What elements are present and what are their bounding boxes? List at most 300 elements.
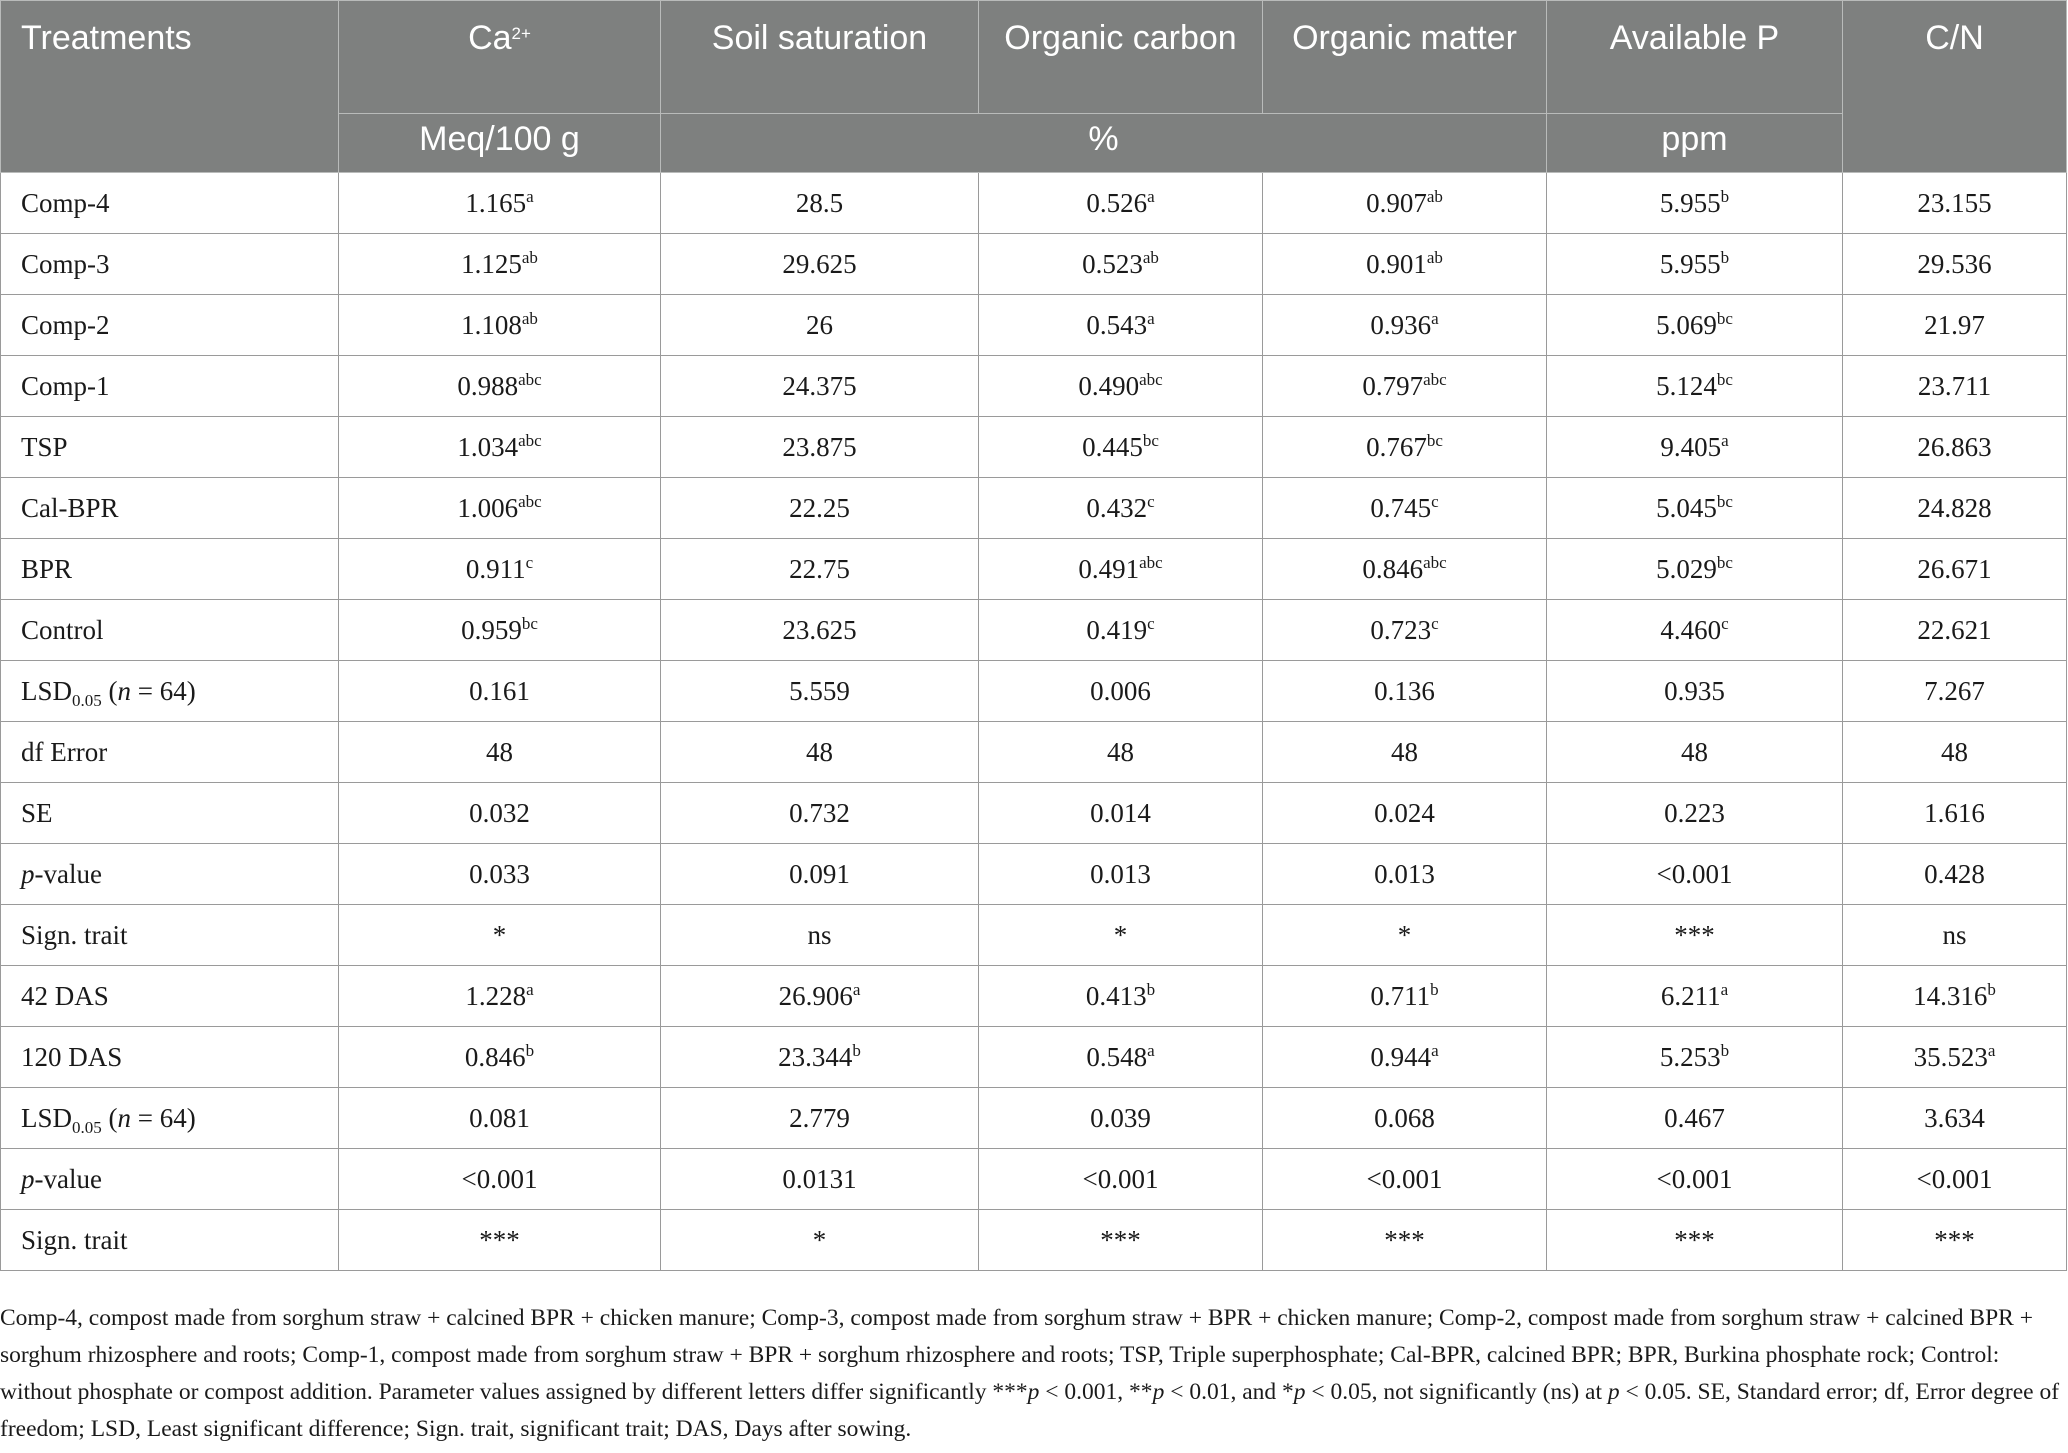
row-label-label-italic: n [117, 675, 132, 706]
table-row [1, 1210, 2067, 1271]
cell-organic-matter [1263, 600, 1547, 661]
row-label-label: Comp-4 [21, 187, 110, 218]
significance-letters: b [1720, 247, 1730, 267]
cell-cn [1843, 661, 2067, 722]
cell-value: 23.155 [1917, 187, 1992, 218]
cell-value: 0.911 [465, 553, 526, 584]
significance-letters: bc [1426, 430, 1443, 450]
header-available-p: Available P [1547, 1, 1843, 114]
row-label-label: Sign. trait [21, 919, 128, 950]
cell-value: 0.767 [1366, 431, 1427, 462]
cell-value: 5.124 [1656, 370, 1717, 401]
table-row [1, 234, 2067, 295]
cell-cn [1843, 295, 2067, 356]
cell-calcium [339, 1149, 661, 1210]
cell-organic-matter [1263, 356, 1547, 417]
footnote-part3: < 0.01, and * [1164, 1379, 1294, 1405]
cell-soil-saturation [661, 783, 979, 844]
cell-calcium [339, 356, 661, 417]
cell-organic-matter [1263, 417, 1547, 478]
cell-value: 0.428 [1924, 858, 1985, 889]
cell-organic-carbon [979, 722, 1263, 783]
row-label [1, 356, 339, 417]
cell-calcium [339, 600, 661, 661]
cell-value: 0.068 [1374, 1102, 1435, 1133]
footnote-p1: p [1027, 1379, 1040, 1405]
cell-organic-carbon [979, 1210, 1263, 1271]
row-label-label: Sign. trait [21, 1224, 128, 1255]
row-label-label: SE [21, 797, 53, 828]
cell-calcium [339, 1210, 661, 1271]
header-calcium [339, 1, 661, 114]
significance-letters: abc [1139, 552, 1163, 572]
cell-available-p [1547, 600, 1843, 661]
cell-soil-saturation [661, 905, 979, 966]
cell-soil-saturation [661, 295, 979, 356]
significance-letters: a [1721, 430, 1729, 450]
cell-value: 0.445 [1082, 431, 1143, 462]
significance-letters: b [852, 1040, 861, 1060]
row-label [1, 844, 339, 905]
unit-meq: Meq/100 g [339, 114, 661, 173]
cell-value: 0.039 [1090, 1102, 1151, 1133]
table-row [1, 1088, 2067, 1149]
row-label [1, 539, 339, 600]
cell-value: <0.001 [1082, 1163, 1159, 1194]
cell-value: 21.97 [1924, 309, 1985, 340]
cell-value: 24.375 [782, 370, 857, 401]
cell-calcium [339, 783, 661, 844]
cell-value: *** [1100, 1224, 1141, 1255]
cell-value: 2.779 [789, 1102, 850, 1133]
row-label-label: BPR [21, 553, 73, 584]
cell-value: 26.906 [778, 980, 853, 1011]
cell-cn [1843, 173, 2067, 234]
cell-value: 5.955 [1659, 248, 1721, 279]
footnote-part5: < 0.05. SE, Standard error; df, Error degree of freedom; LSD, Least significant difference; Sign. trait, significant trait; DAS, Days after sowing. [0, 1379, 2060, 1442]
cell-soil-saturation [661, 1149, 979, 1210]
significance-letters: b [525, 1040, 535, 1060]
cell-value: 23.344 [778, 1041, 853, 1072]
cell-organic-carbon [979, 417, 1263, 478]
significance-letters: a [1147, 308, 1155, 328]
cell-value: *** [1674, 919, 1715, 950]
cell-value: 14.316 [1913, 980, 1988, 1011]
cell-value: 0.0131 [782, 1163, 857, 1194]
table-row [1, 173, 2067, 234]
cell-value: 0.797 [1362, 370, 1424, 401]
cell-value: 0.548 [1086, 1041, 1148, 1072]
cell-calcium [339, 417, 661, 478]
cell-value: 0.091 [789, 858, 850, 889]
significance-letters: ab [521, 247, 538, 267]
significance-letters: a [1147, 186, 1155, 206]
header-cn: C/N [1843, 1, 2067, 173]
cell-organic-matter [1263, 783, 1547, 844]
significance-letters: a [1431, 308, 1439, 328]
cell-organic-matter [1263, 905, 1547, 966]
cell-value: 26.671 [1917, 553, 1992, 584]
significance-letters: bc [1716, 491, 1733, 511]
header-soil-saturation: Soil saturation [661, 1, 979, 114]
cell-soil-saturation [661, 1088, 979, 1149]
cell-value: 24.828 [1917, 492, 1992, 523]
cell-value: 1.006 [457, 492, 519, 523]
cell-value: 23.711 [1917, 370, 1992, 401]
row-label [1, 478, 339, 539]
cell-organic-carbon [979, 1149, 1263, 1210]
cell-organic-matter [1263, 1027, 1547, 1088]
cell-value: <0.001 [1656, 1163, 1733, 1194]
cell-value: 5.955 [1659, 187, 1721, 218]
cell-value: * [1113, 919, 1128, 950]
table-row [1, 783, 2067, 844]
cell-value: 0.959 [461, 614, 522, 645]
cell-value: 0.988 [457, 370, 519, 401]
table-row [1, 1027, 2067, 1088]
table-row [1, 905, 2067, 966]
cell-value: *** [1384, 1224, 1425, 1255]
significance-letters: ab [1426, 186, 1443, 206]
row-label [1, 234, 339, 295]
cell-cn [1843, 539, 2067, 600]
cell-calcium [339, 1088, 661, 1149]
cell-value: 0.223 [1664, 797, 1725, 828]
cell-value: 4.460 [1660, 614, 1722, 645]
cell-value: 0.745 [1370, 492, 1432, 523]
cell-value: 1.616 [1924, 797, 1985, 828]
cell-soil-saturation [661, 661, 979, 722]
cell-value: 0.526 [1086, 187, 1148, 218]
footnote-part1: Comp-4, compost made from sorghum straw + calcined BPR + chicken manure; Comp-3, compost made from sorghum straw + BPR + chicken manure; Comp-2, compost made from sorghum straw + calcined BPR + sorghum rhizosphere and roots; Comp-1, compost made from sorghum straw + BPR + sorghum rhizosphere and roots; TSP, Triple superphosphate; Cal-BPR, calcined BPR; BPR, Burkina phosphate rock; Control: without phosphate or compost addition. Parameter values assigned by different letters differ significantly *** [0, 1305, 2033, 1405]
header-calcium-base: Ca [468, 19, 512, 57]
cell-organic-carbon [979, 783, 1263, 844]
footnote-p2: p [1152, 1379, 1165, 1405]
cell-value: 5.069 [1656, 309, 1717, 340]
cell-available-p [1547, 478, 1843, 539]
cell-value: *** [1934, 1224, 1975, 1255]
cell-value: 0.432 [1086, 492, 1148, 523]
cell-calcium [339, 478, 661, 539]
cell-value: 5.029 [1656, 553, 1717, 584]
significance-letters: c [1431, 613, 1439, 633]
significance-letters: a [526, 186, 534, 206]
cell-value: <0.001 [1366, 1163, 1443, 1194]
row-label [1, 1088, 339, 1149]
cell-available-p [1547, 661, 1843, 722]
cell-available-p [1547, 1149, 1843, 1210]
cell-value: 22.25 [789, 492, 850, 523]
cell-organic-carbon [979, 844, 1263, 905]
cell-value: 3.634 [1924, 1102, 1985, 1133]
cell-available-p [1547, 1210, 1843, 1271]
row-label [1, 417, 339, 478]
row-label-label-sub: 0.05 [72, 690, 102, 710]
cell-cn [1843, 966, 2067, 1027]
footnote-part2: < 0.001, ** [1039, 1379, 1153, 1405]
cell-soil-saturation [661, 539, 979, 600]
row-label-label-pre: LSD [21, 675, 73, 706]
cell-organic-matter [1263, 234, 1547, 295]
cell-organic-matter [1263, 661, 1547, 722]
cell-value: 48 [1107, 736, 1134, 767]
cell-value: 48 [806, 736, 833, 767]
header-row [1, 1, 2067, 114]
row-label [1, 1027, 339, 1088]
cell-value: 0.711 [1370, 980, 1431, 1011]
significance-letters: bc [1716, 552, 1733, 572]
row-label-label: Comp-2 [21, 309, 110, 340]
significance-letters: ab [521, 308, 538, 328]
cell-soil-saturation [661, 1210, 979, 1271]
table-row [1, 844, 2067, 905]
row-label-label: Cal-BPR [21, 492, 119, 523]
cell-calcium [339, 722, 661, 783]
cell-value: * [812, 1224, 827, 1255]
cell-organic-matter [1263, 1149, 1547, 1210]
cell-organic-carbon [979, 1027, 1263, 1088]
cell-soil-saturation [661, 966, 979, 1027]
cell-value: 0.419 [1086, 614, 1148, 645]
cell-available-p [1547, 295, 1843, 356]
cell-value: <0.001 [1916, 1163, 1993, 1194]
cell-value: 23.875 [782, 431, 857, 462]
table-row [1, 722, 2067, 783]
row-label [1, 600, 339, 661]
cell-soil-saturation [661, 844, 979, 905]
cell-value: * [1397, 919, 1412, 950]
cell-organic-matter [1263, 539, 1547, 600]
cell-cn [1843, 478, 2067, 539]
header-calcium-sup: 2+ [511, 24, 531, 43]
header-organic-matter: Organic matter [1263, 1, 1547, 114]
table-row [1, 356, 2067, 417]
cell-value: 0.013 [1374, 858, 1435, 889]
cell-calcium [339, 661, 661, 722]
unit-percent: % [661, 114, 1547, 173]
cell-value: 1.165 [465, 187, 527, 218]
row-label [1, 173, 339, 234]
cell-organic-carbon [979, 173, 1263, 234]
row-label-label: 120 DAS [21, 1041, 123, 1072]
cell-cn [1843, 417, 2067, 478]
cell-organic-carbon [979, 661, 1263, 722]
cell-value: 0.467 [1664, 1102, 1725, 1133]
cell-value: 26.863 [1917, 431, 1992, 462]
significance-letters: a [1431, 1040, 1439, 1060]
cell-available-p [1547, 1027, 1843, 1088]
cell-value: ns [807, 919, 832, 950]
significance-letters: abc [518, 369, 542, 389]
significance-letters: a [1147, 1040, 1155, 1060]
cell-value: 0.013 [1090, 858, 1151, 889]
significance-letters: b [1146, 979, 1156, 999]
cell-value: 28.5 [795, 187, 844, 218]
row-label-label-sub: 0.05 [72, 1117, 102, 1137]
cell-calcium [339, 295, 661, 356]
row-label [1, 661, 339, 722]
cell-value: 0.543 [1086, 309, 1148, 340]
cell-soil-saturation [661, 1027, 979, 1088]
row-label [1, 966, 339, 1027]
cell-value: 0.014 [1090, 797, 1151, 828]
cell-cn [1843, 844, 2067, 905]
unit-ppm: ppm [1547, 114, 1843, 173]
cell-value: 5.559 [789, 675, 850, 706]
row-label [1, 722, 339, 783]
cell-value: 48 [1681, 736, 1708, 767]
significance-letters: abc [518, 430, 542, 450]
significance-letters: b [1720, 186, 1730, 206]
row-label [1, 1149, 339, 1210]
cell-cn [1843, 1149, 2067, 1210]
significance-letters: b [1430, 979, 1439, 999]
cell-value: 1.125 [461, 248, 522, 279]
cell-value: *** [479, 1224, 520, 1255]
cell-organic-carbon [979, 1088, 1263, 1149]
cell-value: 0.907 [1366, 187, 1427, 218]
cell-cn [1843, 905, 2067, 966]
cell-soil-saturation [661, 417, 979, 478]
cell-organic-carbon [979, 539, 1263, 600]
cell-available-p [1547, 539, 1843, 600]
row-label [1, 905, 339, 966]
row-label [1, 783, 339, 844]
cell-cn [1843, 1088, 2067, 1149]
cell-organic-carbon [979, 600, 1263, 661]
cell-value: * [492, 919, 507, 950]
row-label-label: TSP [21, 431, 68, 462]
row-label-label: Comp-3 [21, 248, 110, 279]
significance-letters: a [1720, 979, 1729, 999]
cell-value: 5.253 [1659, 1041, 1721, 1072]
significance-letters: bc [1716, 369, 1733, 389]
table-row [1, 600, 2067, 661]
cell-organic-carbon [979, 905, 1263, 966]
cell-organic-matter [1263, 966, 1547, 1027]
cell-value: 0.490 [1078, 370, 1140, 401]
table-row [1, 966, 2067, 1027]
cell-calcium [339, 905, 661, 966]
cell-available-p [1547, 1088, 1843, 1149]
cell-value: 0.901 [1366, 248, 1427, 279]
table-row [1, 295, 2067, 356]
header-organic-carbon: Organic carbon [979, 1, 1263, 114]
cell-available-p [1547, 173, 1843, 234]
cell-organic-matter [1263, 844, 1547, 905]
cell-value: 0.944 [1370, 1041, 1432, 1072]
row-label [1, 295, 339, 356]
cell-organic-matter [1263, 1210, 1547, 1271]
cell-value: 0.024 [1374, 797, 1435, 828]
cell-value: ns [1942, 919, 1967, 950]
significance-letters: b [1720, 1040, 1730, 1060]
cell-cn [1843, 1210, 2067, 1271]
cell-value: 35.523 [1913, 1041, 1988, 1072]
cell-value: 0.732 [789, 797, 850, 828]
cell-organic-carbon [979, 478, 1263, 539]
significance-letters: a [852, 979, 861, 999]
table-row [1, 1149, 2067, 1210]
cell-value: 48 [1391, 736, 1418, 767]
row-label-label-mid: ( [101, 675, 118, 706]
significance-letters: a [526, 979, 534, 999]
cell-organic-carbon [979, 295, 1263, 356]
cell-value: 48 [1941, 736, 1968, 767]
cell-value: <0.001 [1656, 858, 1733, 889]
cell-available-p [1547, 356, 1843, 417]
significance-letters: abc [518, 491, 542, 511]
significance-letters: bc [1142, 430, 1159, 450]
cell-value: 5.045 [1656, 492, 1717, 523]
cell-soil-saturation [661, 356, 979, 417]
table-body [1, 173, 2067, 1271]
cell-organic-matter [1263, 722, 1547, 783]
cell-organic-carbon [979, 966, 1263, 1027]
significance-letters: bc [1716, 308, 1733, 328]
cell-value: 9.405 [1660, 431, 1722, 462]
row-label-label-post: -value [34, 858, 102, 889]
row-label-label-post: = 64) [131, 1102, 196, 1133]
cell-calcium [339, 1027, 661, 1088]
cell-value: 22.621 [1917, 614, 1992, 645]
row-label-label-italic: n [117, 1102, 132, 1133]
cell-organic-matter [1263, 295, 1547, 356]
cell-value: 48 [486, 736, 513, 767]
cell-calcium [339, 966, 661, 1027]
cell-value: 29.625 [782, 248, 857, 279]
row-label-label-post: = 64) [131, 675, 196, 706]
cell-value: 0.136 [1374, 675, 1435, 706]
cell-cn [1843, 356, 2067, 417]
cell-value: 1.228 [465, 980, 527, 1011]
cell-organic-matter [1263, 173, 1547, 234]
significance-letters: abc [1423, 369, 1447, 389]
cell-cn [1843, 234, 2067, 295]
cell-cn [1843, 722, 2067, 783]
cell-value: <0.001 [461, 1163, 538, 1194]
cell-calcium [339, 539, 661, 600]
significance-letters: b [1987, 979, 1996, 999]
cell-value: 23.625 [782, 614, 857, 645]
cell-value: 0.936 [1370, 309, 1432, 340]
significance-letters: ab [1426, 247, 1443, 267]
cell-value: 0.413 [1085, 980, 1147, 1011]
cell-value: *** [1674, 1224, 1715, 1255]
significance-letters: abc [1139, 369, 1163, 389]
cell-value: 0.491 [1078, 553, 1140, 584]
footnote-part4: < 0.05, not significantly (ns) at [1305, 1379, 1608, 1405]
cell-soil-saturation [661, 234, 979, 295]
significance-letters: bc [521, 613, 538, 633]
table-row [1, 539, 2067, 600]
cell-available-p [1547, 844, 1843, 905]
row-label-label: Comp-1 [21, 370, 110, 401]
cell-organic-carbon [979, 356, 1263, 417]
table-footnote [0, 1300, 2060, 1448]
cell-soil-saturation [661, 722, 979, 783]
cell-soil-saturation [661, 173, 979, 234]
cell-cn [1843, 600, 2067, 661]
table-row [1, 417, 2067, 478]
cell-available-p [1547, 722, 1843, 783]
header-treatments: Treatments [1, 1, 339, 173]
cell-value: 0.161 [469, 675, 530, 706]
cell-value: 1.034 [457, 431, 519, 462]
cell-available-p [1547, 905, 1843, 966]
significance-letters: c [1147, 491, 1155, 511]
cell-calcium [339, 234, 661, 295]
